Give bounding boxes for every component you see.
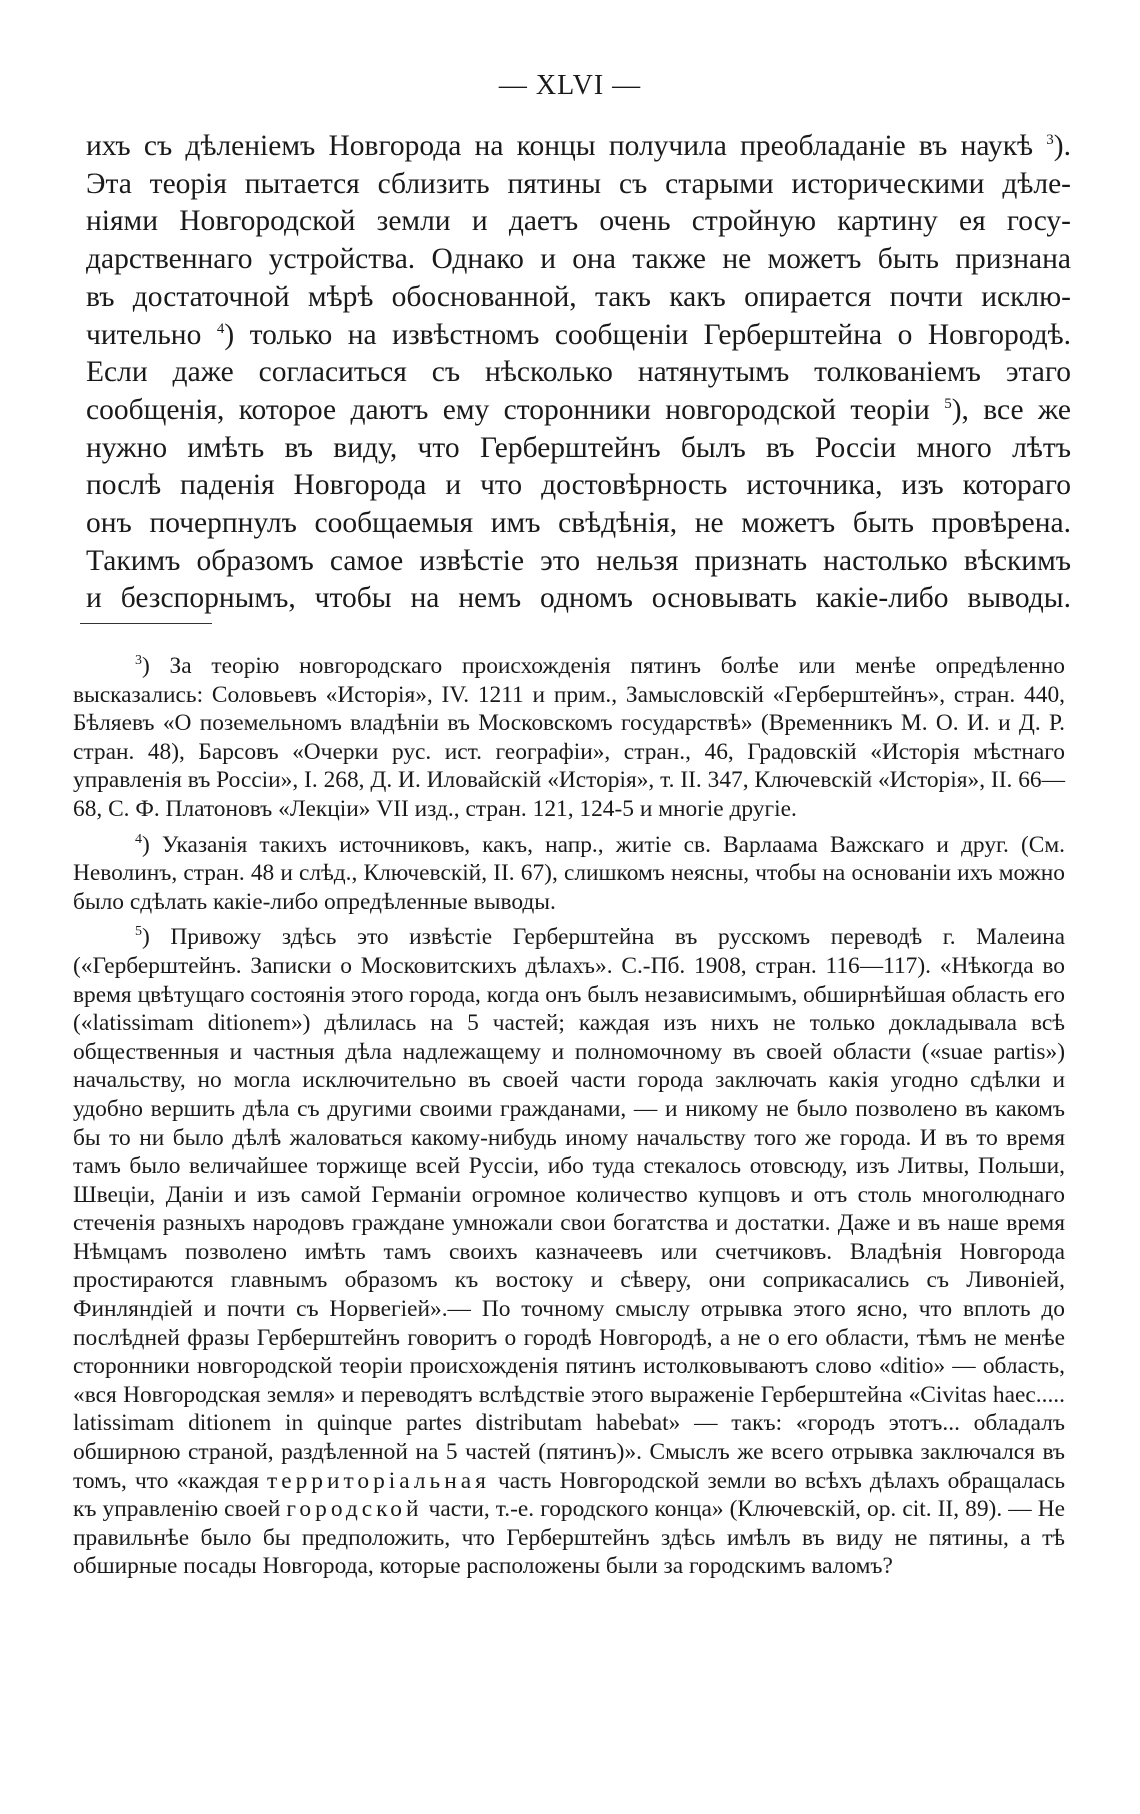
footnote-ref-3: 3 (1046, 132, 1054, 149)
text-line: въ достаточной мѣрѣ обоснованной, такъ какъ опирается почти исклю- (86, 280, 1071, 313)
footnote-emphasis: территоріальная (266, 1467, 490, 1494)
text-line: онъ почерпнулъ сообщаемыя имъ свѣдѣнія, не можетъ быть провѣрена. (86, 507, 1071, 540)
text-span: ), все же (951, 393, 1071, 426)
text-line: дарственнаго устройства. Однако и она также не можетъ быть признана (86, 243, 1071, 276)
main-text (86, 128, 1071, 618)
text-line (86, 392, 1071, 430)
text-span: ихъ съ дѣленіемъ Новгорода на концы получила преобладаніе въ наукѣ (86, 130, 1047, 162)
footnote-mark: 5 (135, 924, 142, 940)
text-line: ніями Новгородской земли и даетъ очень стройную картину ея госу- (86, 205, 1071, 238)
text-line: и безспорнымъ, чтобы на немъ одномъ основывать какіе-либо выводы. (86, 582, 1071, 615)
text-line: Если даже согласиться съ нѣсколько натянутымъ толкованіемъ этаго (86, 356, 1071, 389)
text-span: ) только на извѣстномъ сообщеніи Герберштейна о Новгородѣ. (224, 318, 1071, 351)
footnote-text: ) Привожу здѣсь это извѣстіе Герберштейна въ русскомъ переводѣ г. Малеина («Герберштейнъ. Записки о Московитскихъ дѣлахъ». С.-Пб. 1908, стран. 116—117). «Нѣкогда во время цвѣтущаго состоянія этого города, когда онъ былъ независимымъ, обширнѣйшая область его («latissimam ditionem») дѣлилась на 5 частей; каждая изъ нихъ не только докладывала всѣ общественныя и частныя дѣла надлежащему и полномочному въ своей области («suae partis») начальству, но могла исключительно въ своей части города заключать какія угодно сдѣлки и удобно вершить дѣла съ другими своими гражданами, — и никому не было позволено въ какомъ бы то ни было дѣлѣ жаловаться какому-нибудь иному начальству того же города. И въ то время тамъ было величайшее торжище всей Руссіи, ибо туда стекалось отовсюду, изъ Литвы, Польши, Швеціи, Даніи и изъ самой Германіи огромное количество купцовъ и отъ столь многолюднаго стеченія разныхъ народовъ граждане умножали свои богатства и достатки. Даже и въ наше время Нѣмцамъ позволено имѣть тамъ своихъ казначеевъ или счетчиковъ. Владѣнія Новгорода простираются главнымъ образомъ къ востоку и сѣверу, они соприкасались съ Ливоніей, Финляндіей и почти съ Норвегіей».— По точному смыслу отрывка этого ясно, что вплоть до послѣдней фразы Герберштейнъ говоритъ о городѣ Новгородѣ, а не о его области, тѣмъ не менѣе сторонники новгородской теоріи происхожденія пятинъ истолковываютъ слово «ditio» — область, «вся Новгородская земля» и переводятъ вслѣдствіе этого выраженіе Герберштейна «Civitas haec..... latissimam ditionem in quinque partes distributam habebat» — такъ: «городъ этотъ... обладалъ обширною страной, раздѣленной на 5 частей (пятинъ)». Смыслъ же всего отрывка заключался въ томъ, что «каждая (73, 924, 1065, 1494)
footnote-3 (73, 652, 1065, 824)
text-span: ). (1053, 130, 1071, 162)
text-span: сообщенія, которое даютъ ему сторонники новгородской теоріи (86, 393, 945, 426)
footnote-divider (80, 623, 212, 624)
footnote-text: ) Указанія такихъ источниковъ, какъ, напр., житіе св. Варлаама Важскаго и друг. (См. Неволинъ, стран. 48 и слѣд., Ключевскій, II. 67), слишкомъ неясны, чтобы на основаніи ихъ можно было сдѣлать какіе-либо опредѣленные выводы. (73, 831, 1065, 915)
footnote-text: ) За теорію новгородскаго происхожденія пятинъ болѣе или менѣе опредѣленно высказались: Соловьевъ «Исторія», IV. 1211 и прим., Замысловскій «Герберштейнъ», стран. 440, Бѣляевъ «О поземельномъ владѣніи въ Московскомъ государствѣ» (Временникъ М. О. И. и Д. Р. стран. 48), Барсовъ «Очерки рус. ист. географіи», стран., 46, Градовскій «Исторія мѣстнаго управленія въ Россіи», I. 268, Д. И. Иловайскій «Исторія», т. II. 347, Ключевскій «Исторія», II. 66—68, С. Ф. Платоновъ «Лекціи» VII изд., стран. 121, 124-5 и многіе другіе. (73, 653, 1065, 822)
footnotes (73, 652, 1065, 1588)
text-line: нужно имѣть въ виду, что Герберштейнъ былъ въ Россіи много лѣтъ (86, 431, 1071, 464)
footnote-ref-4: 4 (216, 320, 225, 337)
text-line (86, 317, 1071, 355)
text-span: чительно (86, 318, 217, 351)
footnote-4 (73, 831, 1065, 917)
text-line (86, 128, 1071, 166)
footnote-5 (73, 923, 1065, 1581)
text-line: послѣ паденія Новгорода и что достовѣрность источника, изъ котораго (86, 469, 1071, 502)
text-line: Эта теорія пытается сблизить пятины съ старыми историческими дѣле- (86, 167, 1071, 200)
footnote-text: часть Новгородской земли во всѣхъ дѣлахъ обращалась къ управленію своей (73, 1467, 1065, 1523)
page-number: — XLVI — (498, 70, 642, 101)
footnote-ref-5: 5 (944, 396, 952, 413)
footnote-mark: 3 (135, 653, 142, 669)
text-line: Такимъ образомъ самое извѣстіе это нельзя признать настолько вѣскимъ (86, 544, 1071, 577)
footnote-mark: 4 (135, 831, 142, 847)
footnote-emphasis: городской (286, 1496, 423, 1523)
footnote-text: части, т.-е. городского конца» (Ключевскій, op. cit. II, 89). — Не правильнѣе было бы предположить, что Герберштейнъ здѣсь имѣлъ въ виду не пятины, а тѣ обширные посады Новгорода, которые расположены были за городскимъ валомъ? (73, 1496, 1065, 1580)
